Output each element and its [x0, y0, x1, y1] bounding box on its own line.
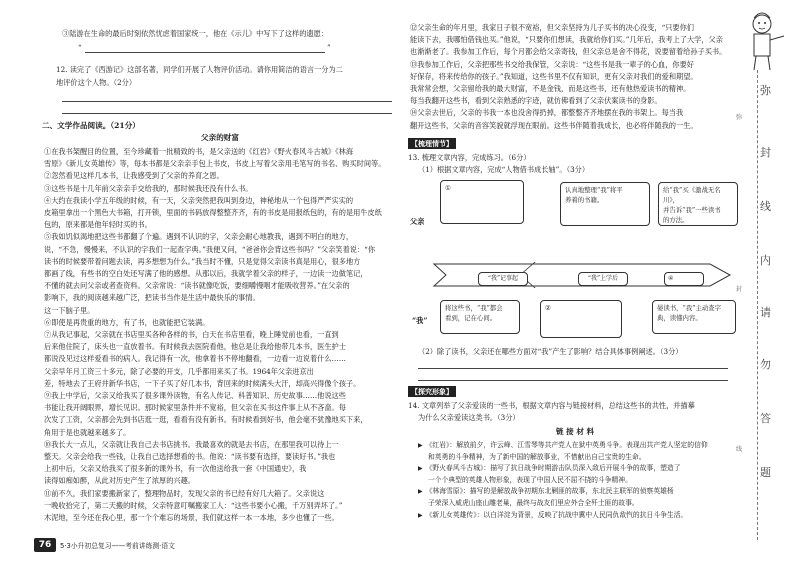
father-box-3: [658, 182, 738, 226]
q11-3-quote-close: ”: [327, 43, 331, 52]
box-text: 给“我”买《激战无名川》，: [663, 186, 721, 204]
article-body-left: [44, 146, 396, 524]
paragraph: ⑨我上中学后，父亲又给我买了很多课外读物，有名人传记、科普知识、历史故事……他说这些: [44, 391, 346, 401]
article-title: 父亲的财富: [201, 133, 239, 142]
paragraph: 包的，原来都是他年轻时买的书。: [44, 220, 152, 230]
paragraph: ⑪前不久，我们家要搬新家了，整理物品时，发现父亲的书已经有好几大箱了。父亲说这: [44, 488, 325, 498]
box-text: 将这些书，“我”都会: [445, 304, 503, 312]
paragraph: 每当我翻开这些书，看到父亲熟悉的字迹，就仿佛看到了父亲伏案读书的身影。: [410, 96, 662, 106]
paragraph: 木泥地，至今还在我心里，那一个个难忘的场景，我们就这样一本一本地，多少也懂了一些。: [44, 513, 339, 523]
arrow-bullet-icon: ▶: [418, 488, 423, 496]
link-item-cont: 一个个典型的英雄人物形象，表现了中国人民不屈不挠的斗争精神。: [428, 475, 632, 484]
me-box-2[interactable]: [540, 300, 622, 338]
axis-node-3[interactable]: ④: [664, 272, 704, 286]
paragraph: 雪原》《新儿女英雄传》等，每本书都是父亲亲手包上书皮，书皮上写着父亲用毛笔写的书名、购买时间等。: [44, 159, 386, 169]
paragraph: ⑬我参加工作后，父亲把那些书交给我保管，父亲说：“这些书是我一辈子的心血，你要好: [410, 59, 694, 69]
q13-text: 13. 梳理文章内容，完成练习。（6分）: [408, 153, 531, 162]
arrow-bullet-icon: ▶: [418, 465, 423, 473]
paragraph: ⑦从我记事起，父亲就在书店里买各种各样的书，白天在书店里看，晚上睡觉前也看，一直到: [44, 330, 339, 340]
q13-1-text: （1）根据文章内容，完成“人物借书成长轴”。（3分）: [418, 165, 590, 174]
paragraph: ⑫父亲生命的年月里，我家日子很不宽裕，但父亲坚持为儿子买书的决心没变，“只要你们: [410, 23, 694, 32]
box-text: 典，读懂内容。: [657, 314, 702, 322]
link-material-list: [418, 440, 718, 521]
q11-3-text: ③陆游在生命的最后时刻依然忧虑着国家统一，他在《示儿》中写下了这样的遗愿：: [62, 29, 328, 38]
paragraph: 都画了线，有些书的空白处还写满了他的感想。从那以后，我就学着父亲的样子，一边读一边做笔记，: [44, 269, 368, 279]
q12-text-2: 地评价这个人物。（2分）: [56, 78, 137, 87]
father-box-1[interactable]: [440, 180, 524, 224]
seal-char: 答: [760, 412, 771, 425]
paragraph: 也渐渐老了。我参加工作后，每个月都会给父亲寄钱，但父亲总是舍不得花，说要留着给孙子买书。: [410, 47, 726, 57]
paragraph: ⑤我如饥似渴地把这些书都翻了个遍。遇到不认识的字，父亲会耐心地教我，遇到不明白的地方，: [44, 232, 354, 242]
q12-answer-line-2[interactable]: [62, 113, 392, 114]
paragraph: 书能让我开阔眼界，增长见识。那时候家里条件并不宽裕，但父亲在买书这件事上从不吝啬。每: [44, 403, 346, 413]
link-item-cont: 和英勇的斗争精神，为了新中国的解放事业，不惜献出自己宝贵的生命。: [428, 452, 646, 461]
q12-answer-line-1[interactable]: [62, 101, 392, 102]
seal-small-char: 线: [736, 446, 743, 453]
paragraph: 说，“不急，慢慢来，不认识的字我们一起查字典。”我便又问，“爸爸你会背这些书吗？”父亲笑着说：“你: [44, 244, 376, 254]
circle-label-2: ②: [545, 304, 551, 312]
box-text: 看到，记在心间。: [445, 314, 497, 322]
paragraph: ③这些书是十几年前父亲亲手交给我的，那时候我还没有什么书。: [44, 183, 253, 193]
seal-char: 封: [760, 146, 771, 159]
link-item: ▶ 《新儿女英雄传》：以白洋淀为背景，反映了抗战中冀中人民同仇敌忾的抗日斗争生活。: [418, 510, 688, 519]
paragraph: 这一下脑子里。: [44, 305, 95, 315]
paragraph: 能读下去，我哪怕借钱也买。”他说，“只要你们想读，我就给你们买。”几年后，我考上了大学，父亲: [410, 35, 723, 45]
paragraph: ④大约在我读小学五年级的时候，有一天，父亲突然把我叫到身边，神秘地从一个包得严严实实的: [44, 195, 354, 205]
me-box-3: [652, 300, 736, 334]
paragraph: 读书的时候要带着问题去读，再多想想为什么。”我当时不懂，只是觉得父亲读书真是用心，很多地方: [44, 256, 361, 266]
seal-char: 内: [760, 254, 771, 267]
arrow-bullet-icon: ▶: [418, 511, 423, 519]
q11-3-answer-line[interactable]: [85, 52, 325, 53]
seal-dashed-line: [757, 70, 758, 540]
q14-text-1: 14. 文章列举了父亲爱读的一些书，根据文章内容与链接材料，总结这些书的共性，并描摹: [408, 401, 695, 410]
link-item-cont: 子荣深入威虎山座山雕老巢，最终与战友们里应外合全歼土匪的故事。: [428, 498, 639, 507]
seal-char: 勿: [760, 358, 771, 371]
seal-char: 线: [760, 200, 771, 213]
footer-text: 5·3小升初总复习——考前讲练测·语文: [60, 542, 175, 550]
link-item: ▶ 《林海雪原》：描写的是解放战争初期东北剿匪的故事，东北民主联军的侦察英雄杨: [418, 487, 674, 496]
paragraph: ⑥即使是再贵重的地方，有了书，也就能把它装满。: [44, 317, 210, 327]
paragraph: ⑩我长大一点儿，父亲就让我自己去书店挑书。我最喜欢的就是去书店，在那里我可以待上一: [44, 439, 339, 449]
box-text: 并告诉“我”一些读书: [663, 206, 721, 214]
paragraph: 父亲早年月工资三十多元，除了必要的开支，几乎都用来买了书。1964年父亲进京出: [44, 366, 314, 376]
section-title: 二、文学作品阅读。（21分）: [42, 121, 140, 130]
paragraph: 都说没见过这样爱看书的病人。我记得有一次，他拿着书不停地翻看，一边看一边说着什么……: [44, 354, 346, 364]
paragraph: 上初中后，父亲又给我买了很多新的课外书，有一次他送给我一套《中国通史》，我: [44, 464, 307, 474]
seal-char: 题: [760, 466, 771, 479]
paragraph: 影响下，我的阅读越来越广泛，把读书当作是生活中最快乐的事情。: [44, 293, 260, 303]
section-tag-plot: 【梳理情节】: [408, 138, 456, 149]
paragraph: ⑭父亲去世后，父亲的书我一本也没舍得扔掉，都整整齐齐地摆在我的书架上。每当我: [410, 108, 684, 118]
paragraph: 一晚收拾完了，第二天搬的时候，父亲特意叮嘱搬家工人：“这些书要小心搬，千万别弄坏了。”: [44, 500, 343, 510]
link-item: ▶ 《红岩》：解放前夕，许云峰、江雪琴等共产党人在狱中英勇斗争。表现出共产党人坚定的信仰: [418, 441, 708, 449]
seal-char: 请: [760, 306, 771, 319]
father-label: 父亲: [410, 217, 425, 226]
seal-small-char: 弥: [736, 114, 743, 121]
q13-2-answer-line-1[interactable]: [418, 368, 728, 369]
paragraph: 皮箱里拿出一个黑色大书箱，打开锁，里面的书码放得整整齐齐，有的书皮是用报纸包的，有的是用牛皮纸: [44, 208, 382, 218]
arrow-bullet-icon: ▶: [418, 442, 423, 449]
q14-text-2: 为什么父亲爱读这类书。（3分）: [418, 413, 520, 422]
seal-small-char: 封: [736, 286, 743, 293]
q12-text-1: 12. 读完了《西游记》这部名著，同学们开展了人物评价活动。请你用简洁的语言一分为二: [56, 65, 343, 74]
box-text: 晏读书，“我”主动查字: [657, 304, 722, 312]
paragraph: 我常常会想，父亲留给我的最大财富，不是金钱，而是这些书，还有他热爱读书的精神。: [410, 84, 691, 94]
paragraph: 不懂的就去问父亲或者查资料。父亲常说：“读书就像吃饭，要细嚼慢咽才能吸收营养。”在父亲的: [44, 281, 350, 291]
article-body-right: [410, 22, 726, 132]
paragraph: ①在我书架醒目的位置，至今珍藏着一批精致的书，是父亲送的《红岩》《野火春风斗古城》《林海: [44, 147, 354, 156]
paragraph: 好保存，将来传给你的孩子。”我知道，这些书里不仅有知识，更有父亲对我们的爱和期望。: [410, 71, 698, 81]
me-label: “我”: [412, 316, 428, 325]
paragraph: 次发了工资，父亲都会先到书店逛一逛，看看有没有新书。有时候看到好书，他会毫不犹豫地买下来，: [44, 415, 368, 425]
section-tag-explore: 【探究形象】: [408, 386, 456, 397]
link-item: ▶ 《野火春风斗古城》：描写了抗日战争时期游击队员深入敌后开展斗争的故事，塑造了: [418, 464, 681, 473]
q13-2-answer-line-2[interactable]: [418, 380, 728, 381]
paragraph: 翻开这些书，父亲的音容笑貌就浮现在眼前。这些书伴随着我成长，也必将伴随我的一生。: [410, 120, 698, 130]
paragraph: 读得如痴如醉，从此对历史产生了浓厚的兴趣。: [44, 476, 195, 486]
paragraph: 角用于是也就越来越多了。: [44, 427, 131, 437]
paragraph: 差，特地去了王府井新华书店，一下子买了好几本书，背回来的时候满头大汗，却高兴得像个孩子。: [44, 378, 361, 388]
paragraph: ②忽然看见这样几本书，让我感受到了父亲的养育之恩。: [44, 171, 224, 181]
circle-label-1: ①: [445, 184, 451, 192]
paragraph: 后来他住院了，床头也一直放着书。有时候我去医院看他，他总是让我给他带几本书，医生护士: [44, 342, 346, 352]
cartoon-figure-icon: [740, 8, 790, 78]
father-box-2: [560, 182, 650, 226]
axis-node-1: “我”记事起: [478, 272, 528, 286]
box-text: 的方法。: [663, 216, 689, 224]
seal-char: 弥: [760, 84, 771, 97]
me-box-1: [440, 300, 520, 334]
paragraph: 整天。父亲会给我一些钱，让我自己选择想看的书。他说：“读书要有选择，要读好书。”我也: [44, 452, 336, 462]
box-text: 认真地整理“我”将平: [565, 186, 623, 194]
q11-3-quote-open: “: [78, 43, 82, 52]
q13-2-text: （2）除了读书，父亲还在哪些方面对“我”产生了影响？结合具体事例阐述。（3分）: [418, 347, 683, 356]
link-material-title: 链 接 材 料: [555, 427, 595, 436]
axis-node-2: “我”上学后: [578, 272, 628, 286]
page-number: 76: [34, 538, 56, 552]
box-text: 养着的书籍。: [565, 196, 604, 204]
